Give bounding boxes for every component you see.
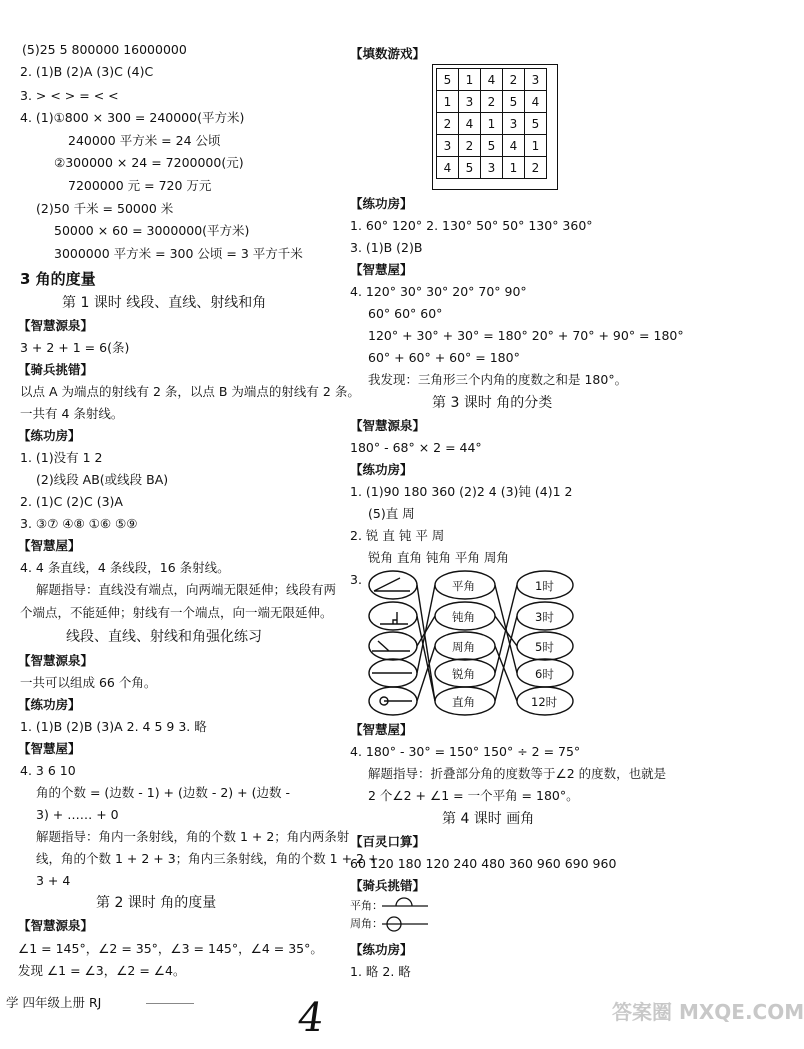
- answer-line: 3 + 4: [36, 873, 71, 888]
- grid-cell: 3: [503, 113, 525, 135]
- grid-cell: 4: [481, 69, 503, 91]
- grid-cell: 1: [437, 91, 459, 113]
- answer-line: 60° + 60° + 60° = 180°: [368, 350, 520, 365]
- answer-line: 解题指导：直线没有端点，向两端无限延伸；线段有两: [36, 582, 337, 597]
- answer-line: 3. ③⑦ ④⑧ ①⑥ ⑤⑨: [20, 516, 138, 531]
- section-label: 【智慧源泉】: [18, 653, 94, 668]
- unit-title: 3 角的度量: [20, 270, 96, 288]
- answer-line: 4. (1)①800 × 300 = 240000(平方米): [20, 110, 245, 125]
- lesson-title: 第 3 课时 角的分类: [432, 395, 553, 411]
- answer-line: (5)直 周: [368, 506, 415, 521]
- answer-line: 1. 略 2. 略: [350, 964, 411, 979]
- section-label: 【智慧源泉】: [18, 318, 94, 333]
- answer-line: 4. 180° - 30° = 150° 150° ÷ 2 = 75°: [350, 744, 581, 759]
- answer-line: 2. (1)C (2)C (3)A: [20, 494, 123, 509]
- lesson-title: 第 2 课时 角的度量: [96, 895, 217, 911]
- answer-line: 60° 60° 60°: [368, 306, 443, 321]
- answer-line: 4. 3 6 10: [20, 763, 76, 778]
- angle-name: 周角: [452, 640, 475, 654]
- time-label: 3时: [535, 610, 554, 624]
- answer-line: 2. 锐 直 钝 平 周: [350, 528, 445, 543]
- lesson-title: 第 1 课时 线段、直线、射线和角: [62, 295, 267, 311]
- section-label: 【智慧源泉】: [18, 918, 94, 933]
- section-label: 【骑兵挑错】: [18, 362, 94, 377]
- angle-name: 直角: [452, 695, 475, 709]
- section-label: 【练功房】: [350, 942, 413, 957]
- answer-line: 1. (1)没有 1 2: [20, 450, 103, 465]
- section-label: 【智慧源泉】: [350, 418, 426, 433]
- answer-line: 4. 120° 30° 30° 20° 70° 90°: [350, 284, 527, 299]
- answer-line: 7200000 元 = 720 万元: [68, 178, 212, 193]
- grid-cell: 5: [525, 113, 547, 135]
- page-number: 4: [294, 995, 327, 1041]
- answer-line: 3. > < > = < <: [20, 88, 119, 103]
- answer-line: 解题指导：角内一条射线，角的个数 1 + 2；角内两条射: [36, 829, 350, 844]
- time-label: 12时: [531, 695, 558, 709]
- question-number: 3.: [350, 572, 362, 587]
- straight-angle-arc: [396, 898, 412, 906]
- grid-cell: 2: [459, 135, 481, 157]
- grid-cell: 1: [481, 113, 503, 135]
- answer-line: 120° + 30° + 30° = 180° 20° + 70° + 90° = 180°: [368, 328, 684, 343]
- page-footer: 学 四年级上册 RJ: [6, 995, 102, 1010]
- grid-cell: 5: [437, 69, 459, 91]
- time-label: 1时: [535, 579, 554, 593]
- section-label: 【百灵口算】: [350, 834, 426, 849]
- section-label: 【练功房】: [350, 462, 413, 477]
- lesson-title: 第 4 课时 画角: [442, 811, 535, 827]
- answer-line: ∠1 = 145°，∠2 = 35°，∠3 = 145°，∠4 = 35°。: [18, 941, 323, 956]
- time-label: 6时: [535, 667, 554, 681]
- answer-line: 1. 60° 120° 2. 130° 50° 50° 130° 360°: [350, 218, 593, 233]
- answer-line: 1. (1)90 180 360 (2)2 4 (3)钝 (4)1 2: [350, 484, 573, 499]
- answer-line: 角的个数 = (边数 - 1) + (边数 - 2) + (边数 -: [36, 785, 290, 800]
- answer-line: (2)线段 AB(或线段 BA): [36, 472, 169, 487]
- grid-cell: 2: [437, 113, 459, 135]
- section-label: 【骑兵挑错】: [350, 878, 426, 893]
- answer-line: 240000 平方米 = 24 公顷: [68, 133, 221, 148]
- straight-angle-label: 平角：: [350, 899, 383, 912]
- answer-line: 锐角 直角 钝角 平角 周角: [368, 550, 509, 565]
- grid-cell: 3: [525, 69, 547, 91]
- grid-cell: 3: [459, 91, 481, 113]
- answer-line: (5)25 5 800000 16000000: [22, 42, 187, 57]
- answer-line: 3. (1)B (2)B: [350, 240, 423, 255]
- angle-name: 钝角: [452, 610, 475, 624]
- answer-line: 3) + …… + 0: [36, 807, 119, 822]
- lesson-title: 线段、直线、射线和角强化练习: [66, 629, 262, 645]
- answer-line: 2. (1)B (2)A (3)C (4)C: [20, 64, 154, 79]
- section-label: 【智慧屋】: [350, 722, 413, 737]
- section-label: 【练功房】: [18, 697, 81, 712]
- section-label: 【练功房】: [350, 196, 413, 211]
- answer-line: 我发现：三角形三个内角的度数之和是 180°。: [368, 372, 628, 387]
- grid-cell: 2: [525, 157, 547, 179]
- answer-line: 2 个∠2 + ∠1 = 一个平角 = 180°。: [368, 788, 579, 803]
- grid-cell: 1: [525, 135, 547, 157]
- answer-line: 以点 A 为端点的射线有 2 条，以点 B 为端点的射线有 2 条。: [20, 384, 360, 399]
- grid-cell: 4: [525, 91, 547, 113]
- grid-cell: 1: [503, 157, 525, 179]
- answer-line: 一共可以组成 66 个角。: [20, 675, 157, 690]
- time-label: 5时: [535, 640, 554, 654]
- answer-line: 180° - 68° × 2 = 44°: [350, 440, 482, 455]
- watermark: 答案圈 MXQE.COM: [612, 1000, 804, 1024]
- answer-line: 3000000 平方米 = 300 公顷 = 3 平方千米: [54, 246, 303, 261]
- answer-line: 4. 4 条直线，4 条线段，16 条射线。: [20, 560, 230, 575]
- section-label: 【智慧屋】: [18, 538, 81, 553]
- angle-name: 平角: [452, 579, 475, 593]
- answer-line: 线，角的个数 1 + 2 + 3；角内三条射线，角的个数 1 + 2 +: [36, 851, 379, 866]
- answer-line: 1. (1)B (2)B (3)A 2. 4 5 9 3. 略: [20, 719, 207, 734]
- answer-line: 解题指导：折叠部分角的度数等于∠2 的度数，也就是: [368, 766, 667, 781]
- section-label: 【智慧屋】: [18, 741, 81, 756]
- grid-cell: 5: [459, 157, 481, 179]
- grid-cell: 3: [481, 157, 503, 179]
- answer-line: 3 + 2 + 1 = 6(条): [20, 340, 130, 355]
- section-label: 【智慧屋】: [350, 262, 413, 277]
- section-label: 【填数游戏】: [350, 46, 426, 61]
- grid-cell: 5: [503, 91, 525, 113]
- grid-cell: 4: [459, 113, 481, 135]
- answer-line: 一共有 4 条射线。: [20, 406, 124, 421]
- full-angle-label: 周角：: [350, 917, 383, 930]
- angle-name: 锐角: [452, 667, 475, 681]
- grid-cell: 2: [503, 69, 525, 91]
- grid-cell: 5: [481, 135, 503, 157]
- answer-line: 发现 ∠1 = ∠3，∠2 = ∠4。: [18, 963, 186, 978]
- grid-cell: 3: [437, 135, 459, 157]
- grid-cell: 4: [503, 135, 525, 157]
- section-label: 【练功房】: [18, 428, 81, 443]
- answer-line: 60 120 180 120 240 480 360 960 690 960: [350, 856, 617, 871]
- answer-line: 50000 × 60 = 3000000(平方米): [54, 223, 250, 238]
- grid-cell: 4: [437, 157, 459, 179]
- grid-cell: 1: [459, 69, 481, 91]
- answer-line: (2)50 千米 = 50000 米: [36, 201, 174, 216]
- grid-cell: 2: [481, 91, 503, 113]
- answer-line: ②300000 × 24 = 7200000(元): [54, 155, 244, 170]
- answer-line: 个端点，不能延伸；射线有一个端点，向一端无限延伸。: [20, 605, 333, 620]
